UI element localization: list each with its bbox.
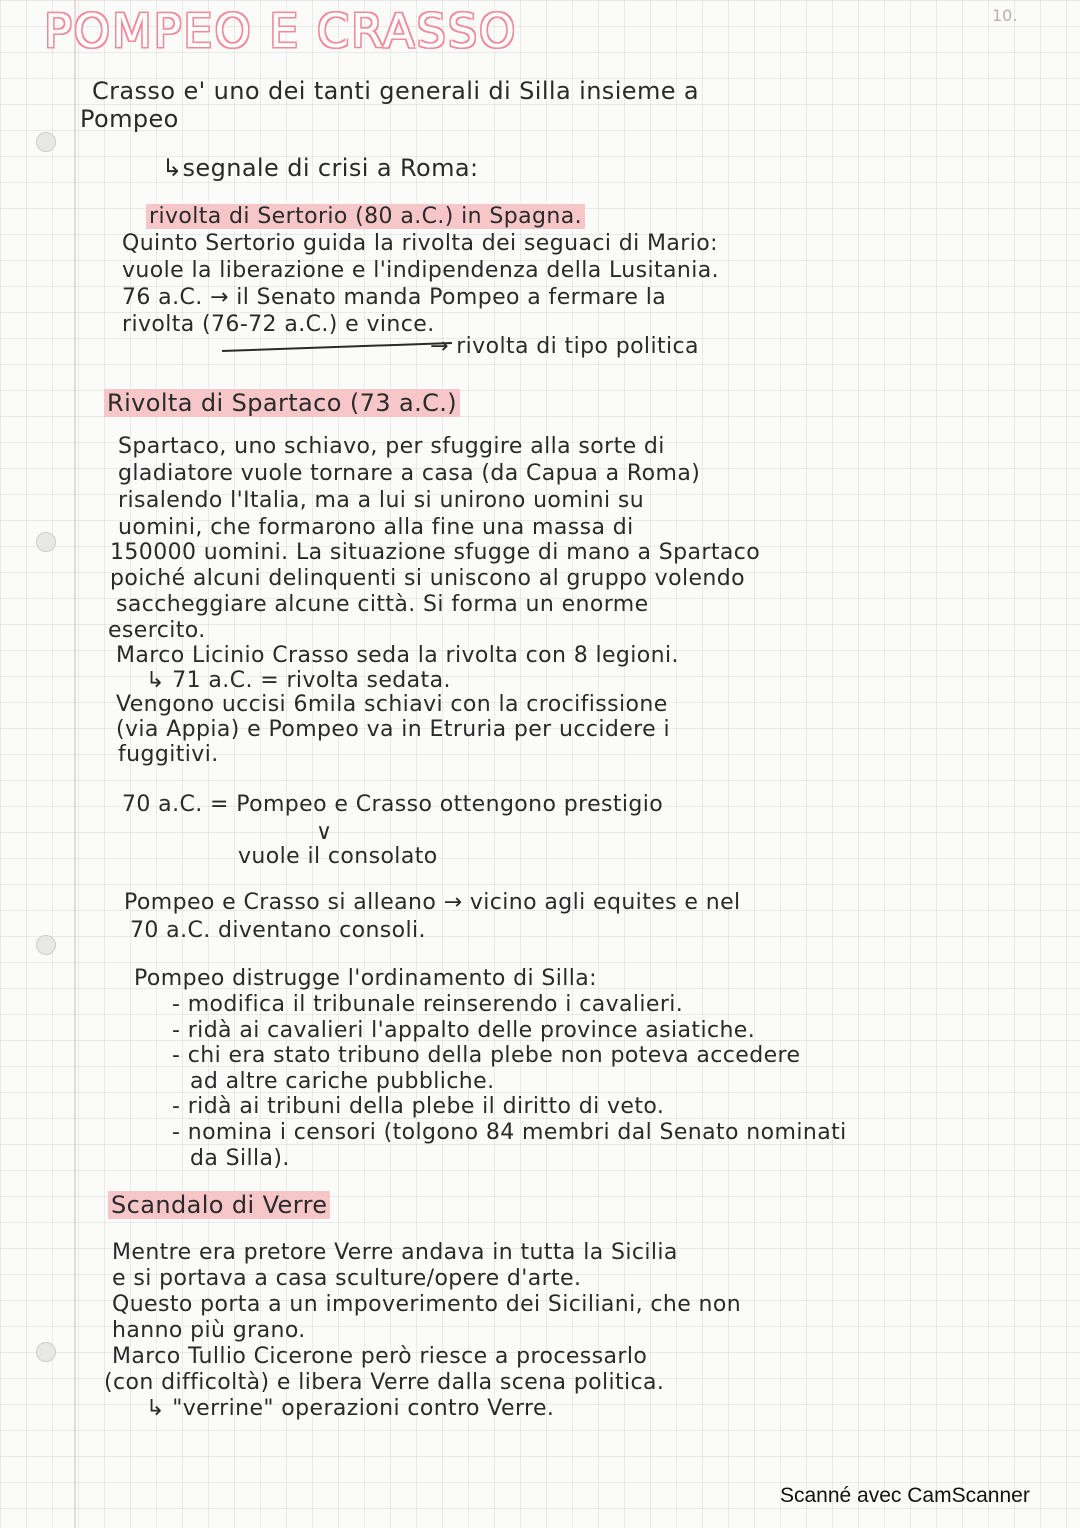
list-item: - modifica il tribunale reinserendo i cavalieri. (172, 992, 684, 1017)
list-item: - nomina i censori (tolgono 84 membri dal Senato nominati (172, 1120, 847, 1145)
note-line: Pompeo (80, 105, 179, 133)
note-line: uomini, che formarono alla fine una massa di (118, 515, 634, 540)
section-heading-verre: Scandalo di Verre (108, 1192, 330, 1218)
note-line: gladiatore vuole tornare a casa (da Capua a Roma) (118, 461, 701, 486)
note-line: saccheggiare alcune città. Si forma un enorme (116, 592, 649, 617)
margin-line (74, 0, 76, 1528)
page-title: POMPEO E CRASSO (44, 4, 518, 58)
note-line: Spartaco, uno schiavo, per sfuggire alla sorte di (118, 434, 665, 459)
note-line: 150000 uomini. La situazione sfugge di mano a Spartaco (110, 540, 761, 565)
arrow-line (222, 342, 452, 352)
note-line: poiché alcuni delinquenti si uniscono al gruppo volendo (110, 566, 745, 591)
list-item: ad altre cariche pubbliche. (190, 1069, 495, 1094)
scanner-watermark: Scanné avec CamScanner (780, 1484, 1030, 1507)
note-line: 76 a.C. → il Senato manda Pompeo a fermare la (122, 285, 667, 310)
note-line: ↳segnale di crisi a Roma: (162, 154, 479, 182)
note-line: Mentre era pretore Verre andava in tutta la Sicilia (112, 1240, 678, 1265)
note-line: 70 a.C. = Pompeo e Crasso ottengono prestigio (122, 792, 664, 817)
binder-hole (36, 935, 56, 955)
list-item: - ridà ai tribuni della plebe il diritto di veto. (172, 1094, 665, 1119)
note-line: rivolta (76-72 a.C.) e vince. (122, 312, 435, 337)
note-line: esercito. (108, 618, 206, 643)
note-line: ∨ (316, 820, 333, 845)
note-line: risalendo l'Italia, ma a lui si unirono uomini su (118, 488, 645, 513)
section-heading-sertorio: rivolta di Sertorio (80 a.C.) in Spagna. (146, 204, 585, 230)
list-item: - ridà ai cavalieri l'appalto delle province asiatiche. (172, 1018, 756, 1043)
note-line: e si portava a casa sculture/opere d'arte. (112, 1266, 582, 1291)
note-line: 70 a.C. diventano consoli. (130, 918, 426, 943)
list-item: - chi era stato tribuno della plebe non poteva accedere (172, 1043, 801, 1068)
binder-hole (36, 132, 56, 152)
note-line: Marco Licinio Crasso seda la rivolta con 8 legioni. (116, 643, 679, 668)
note-line: ↳ 71 a.C. = rivolta sedata. (146, 668, 451, 693)
note-line: fuggitivi. (118, 742, 219, 767)
binder-hole (36, 532, 56, 552)
list-item: da Silla). (190, 1146, 290, 1171)
page-number: 10. (992, 6, 1018, 25)
note-line: Marco Tullio Cicerone però riesce a processarlo (112, 1344, 648, 1369)
note-line: hanno più grano. (112, 1318, 306, 1343)
note-line: Questo porta a un impoverimento dei Siciliani, che non (112, 1292, 742, 1317)
note-line: Pompeo e Crasso si alleano → vicino agli equites e nel (124, 890, 741, 915)
note-line: vuole la liberazione e l'indipendenza della Lusitania. (122, 258, 720, 283)
section-heading-spartaco: Rivolta di Spartaco (73 a.C.) (104, 390, 460, 416)
note-line: ↳ "verrine" operazioni contro Verre. (146, 1396, 555, 1421)
note-line: → rivolta di tipo politica (430, 334, 699, 359)
note-line: (con difficoltà) e libera Verre dalla scena politica. (104, 1370, 665, 1395)
note-line: Crasso e' uno dei tanti generali di Silla insieme a (92, 77, 700, 105)
note-line: Vengono uccisi 6mila schiavi con la crocifissione (116, 692, 668, 717)
note-line: Pompeo distrugge l'ordinamento di Silla: (134, 966, 597, 991)
note-line: (via Appia) e Pompeo va in Etruria per uccidere i (116, 717, 670, 742)
binder-hole (36, 1342, 56, 1362)
note-line: vuole il consolato (238, 844, 438, 869)
note-line: Quinto Sertorio guida la rivolta dei seguaci di Mario: (122, 231, 718, 256)
